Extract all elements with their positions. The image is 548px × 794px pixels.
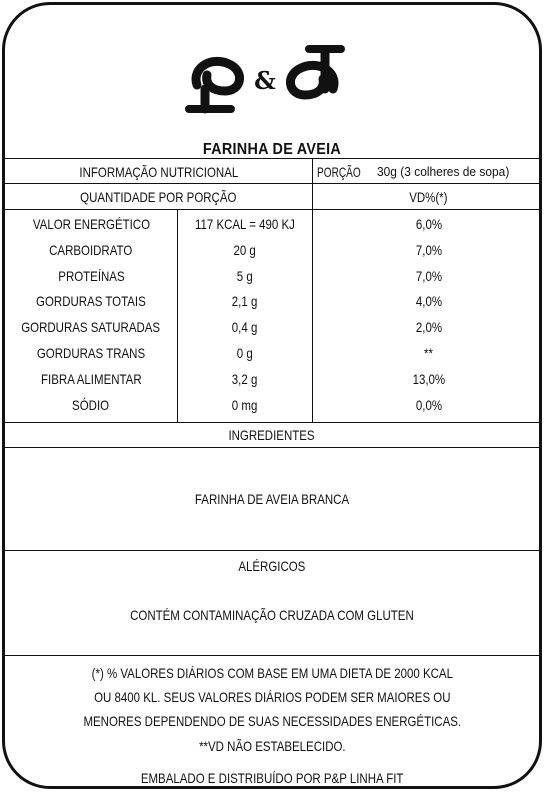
nutrient-amount: 5 g bbox=[236, 268, 253, 284]
nutrient-amount: 0,4 g bbox=[231, 319, 258, 335]
allergens-heading: ALÉRGICOS bbox=[238, 558, 306, 574]
nutrient-amount: 20 g bbox=[233, 242, 256, 258]
svg-text:&: & bbox=[254, 66, 276, 95]
nutrient-vd: 7,0% bbox=[415, 268, 442, 284]
info-label: INFORMAÇÃO NUTRICIONAL bbox=[79, 164, 238, 180]
pp-logo bbox=[185, 45, 345, 115]
nutrient-vd: 2,0% bbox=[415, 319, 442, 335]
footnote-line-3: MENORES DEPENDENDO DE SUAS NECESSIDADES ENERGÉTICAS. bbox=[83, 713, 461, 729]
allergens-text: CONTÉM CONTAMINAÇÃO CRUZADA COM GLUTEN bbox=[130, 607, 414, 623]
nutrient-amount: 3,2 g bbox=[231, 371, 258, 387]
nutrient-vd: 4,0% bbox=[415, 293, 442, 309]
nutrient-vd: 13,0% bbox=[412, 371, 445, 387]
nutrient-name: GORDURAS SATURADAS bbox=[21, 319, 161, 335]
ingredients-text: FARINHA DE AVEIA BRANCA bbox=[194, 491, 350, 507]
nutrient-amount: 117 KCAL = 490 KJ bbox=[194, 216, 295, 232]
distributor-text: EMBALADO E DISTRIBUÍDO POR P&P LINHA FIT bbox=[140, 770, 404, 786]
nutrient-vd: 7,0% bbox=[415, 242, 442, 258]
nutrient-vd: ** bbox=[424, 345, 433, 361]
nutrient-name: GORDURAS TOTAIS bbox=[36, 293, 146, 309]
quantity-label: QUANTIDADE POR PORÇÃO bbox=[80, 189, 237, 205]
footnote-line-4: **VD NÃO ESTABELECIDO. bbox=[198, 738, 346, 754]
footnote-line-1: (*) % VALORES DIÁRIOS COM BASE EM UMA DIETA DE 2000 KCAL bbox=[91, 665, 453, 681]
nutrition-label bbox=[2, 2, 542, 789]
nutrient-amount: 0 g bbox=[236, 345, 253, 361]
portion-label: PORÇÃO bbox=[317, 164, 361, 180]
nutrient-name: PROTEÍNAS bbox=[57, 268, 125, 284]
nutrient-amount: 2,1 g bbox=[231, 293, 258, 309]
nutrient-name: GORDURAS TRANS bbox=[36, 345, 146, 361]
nutrient-name: VALOR ENERGÉTICO bbox=[32, 216, 150, 232]
nutrient-name: SÓDIO bbox=[72, 397, 110, 413]
footnote-line-2: OU 8400 KL. SEUS VALORES DIÁRIOS PODEM SER MAIORES OU bbox=[93, 689, 451, 705]
nutrient-name: FIBRA ALIMENTAR bbox=[40, 371, 142, 387]
vd-label: VD%(*) bbox=[409, 189, 448, 205]
nutrient-vd: 6,0% bbox=[415, 216, 442, 232]
product-title: FARINHA DE AVEIA bbox=[202, 141, 342, 158]
nutrient-vd: 0,0% bbox=[415, 397, 442, 413]
nutrient-amount: 0 mg bbox=[231, 397, 258, 413]
nutrient-name: CARBOIDRATO bbox=[49, 242, 133, 258]
portion-cell bbox=[317, 162, 510, 182]
ingredients-heading: INGREDIENTES bbox=[228, 427, 316, 443]
portion-value: 30g (3 colheres de sopa) bbox=[377, 164, 510, 179]
